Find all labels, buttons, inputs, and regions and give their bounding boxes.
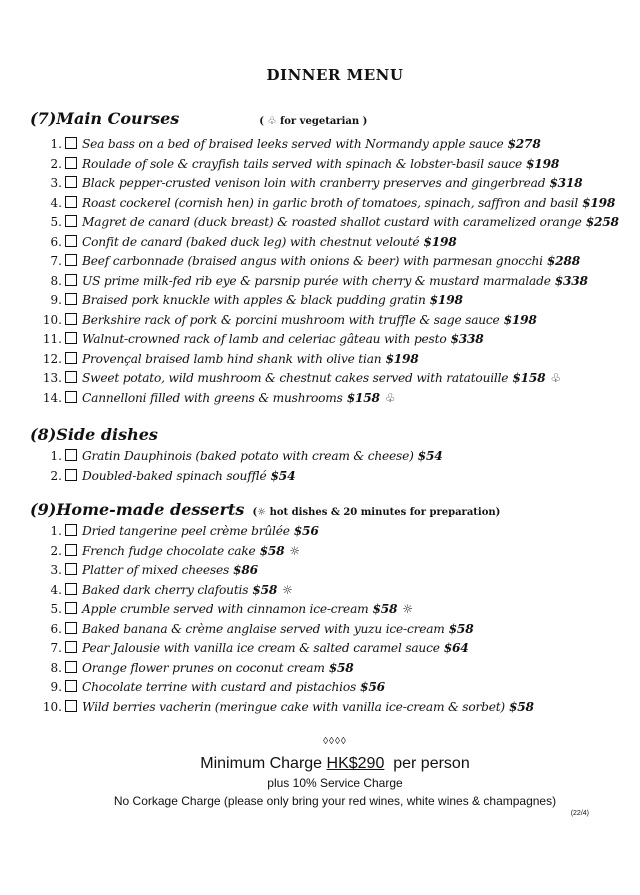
item-number: 6. [50,621,62,636]
vegetarian-note: ( ♧ for vegetarian ) [259,116,368,127]
item-number: 12. [42,351,62,366]
item-number: 4. [50,195,62,210]
side-dishes-list [0,447,443,486]
item-description: Doubled-baked spinach soufflé [82,468,267,483]
checkbox-icon [65,583,77,595]
item-description: Platter of mixed cheeses [82,563,230,577]
item-number: 14. [42,390,62,405]
item-description: Roast cockerel (cornish hen) in garlic broth of tomatoes, spinach, saffron and basil [82,195,579,210]
list-item [0,233,619,253]
item-description: Sweet potato, wild mushroom & chestnut cakes served with ratatouille [82,371,509,385]
list-item [0,678,534,698]
diamond-divider: ◊◊◊◊ [323,736,347,747]
item-number: 3. [50,176,62,190]
checkbox-icon [65,544,77,556]
item-price: $338 [450,332,484,346]
checkbox-icon [65,215,77,227]
list-item [0,522,534,542]
list-item [0,213,619,233]
checkbox-icon [65,700,77,712]
checkbox-icon [65,524,77,536]
item-description: Sea bass on a bed of braised leeks served with Normandy apple sauce [82,137,504,151]
item-description: French fudge chocolate cake [82,543,256,558]
item-number: 8. [50,660,62,675]
service-charge: plus 10% Service Charge [267,776,403,790]
item-number: 10. [42,312,62,327]
section-heading-main-courses [30,109,367,128]
item-price: $86 [233,563,258,577]
checkbox-icon [65,563,77,575]
item-number: 2. [50,156,62,171]
checkbox-icon [65,157,77,169]
item-number: 13. [42,371,62,385]
item-description: Cannelloni filled with greens & mushrooms [82,390,343,405]
item-number: 6. [50,234,62,249]
item-number: 1. [50,449,62,463]
list-item [0,581,534,601]
section-title: (7)Main Courses [30,109,180,128]
item-description: Black pepper-crusted venison loin with cranberry preserves and gingerbread [82,176,546,190]
section-heading-side-dishes [30,425,158,444]
item-description: Confit de canard (baked duck leg) with chestnut velouté [82,234,420,249]
corkage-note: No Corkage Charge (please only bring your red wines, white wines & champagnes) [113,794,557,808]
item-price: $58 [259,543,285,558]
list-item [0,350,619,370]
item-price: $318 [549,176,583,190]
checkbox-icon [65,196,77,208]
main-courses-list [0,135,619,408]
item-price: $198 [385,351,419,366]
checkbox-icon [65,137,77,149]
list-item [0,467,443,487]
item-description: Berkshire rack of pork & porcini mushroom with truffle & sage sauce [82,312,500,327]
checkbox-icon [65,274,77,286]
item-price: $278 [507,137,541,151]
section-title: (8)Side dishes [30,425,158,444]
hot-dish-icon: ☼ [282,582,293,597]
item-price: $198 [526,156,560,171]
list-item [0,369,619,389]
list-item [0,659,534,679]
list-item [0,155,619,175]
list-item [0,272,619,292]
item-price: $58 [328,660,354,675]
item-price: $338 [554,273,588,288]
checkbox-icon [65,371,77,383]
item-price: $198 [582,195,616,210]
checkbox-icon [65,661,77,673]
item-description: Provençal braised lamb hind shank with olive tian [82,351,382,366]
item-price: $288 [546,254,580,268]
list-item [0,620,534,640]
item-number: 7. [50,641,62,655]
list-item [0,174,619,194]
item-number: 5. [50,602,62,616]
checkbox-icon [65,469,77,481]
item-number: 10. [42,699,62,714]
item-description: Dried tangerine peel crème brûlée [82,524,290,538]
list-item [0,447,443,467]
checkbox-icon [65,293,77,305]
item-price: $54 [417,449,443,463]
item-description: Pear Jalousie with vanilla ice cream & salted caramel sauce [82,641,440,655]
checkbox-icon [65,449,77,461]
min-charge-amount: HK$290 [326,755,385,772]
section-title: (9)Home-made desserts [30,500,245,519]
item-number: 4. [50,582,62,597]
item-description: Orange flower prunes on coconut cream [82,660,325,675]
item-price: $58 [372,602,398,616]
min-charge-prefix: Minimum Charge [200,755,327,772]
item-price: $198 [503,312,537,327]
item-price: $58 [448,621,474,636]
vegetarian-icon: ♧ [550,371,562,385]
hot-dish-icon: ☼ [289,543,300,558]
checkbox-icon [65,176,77,188]
checkbox-icon [65,254,77,266]
list-item [0,135,619,155]
checkbox-icon [65,680,77,692]
list-item [0,561,534,581]
item-price: $198 [429,293,463,307]
item-number: 7. [50,254,62,268]
item-description: US prime milk-fed rib eye & parsnip purée with cherry & mustard marmalade [82,273,551,288]
item-description: Magret de canard (duck breast) & roasted shallot custard with caramelized orange [82,215,582,229]
item-description: Walnut-crowned rack of lamb and celeriac gâteau with pesto [82,332,447,346]
item-price: $58 [252,582,278,597]
item-price: $258 [585,215,619,229]
checkbox-icon [65,391,77,403]
item-description: Braised pork knuckle with apples & black pudding gratin [82,293,426,307]
item-description: Gratin Dauphinois (baked potato with cream & cheese) [82,449,414,463]
minimum-charge [0,755,640,773]
hot-dish-icon: ☼ [402,602,413,616]
list-item [0,389,619,409]
item-price: $56 [293,524,319,538]
list-item [0,311,619,331]
item-price: $198 [423,234,457,249]
item-number: 8. [50,273,62,288]
item-price: $158 [512,371,546,385]
list-item [0,291,619,311]
list-item [0,542,534,562]
item-description: Baked banana & crème anglaise served with yuzu ice-cream [82,621,445,636]
item-description: Wild berries vacherin (meringue cake with vanilla ice-cream & sorbet) [82,699,505,714]
item-description: Beef carbonnade (braised angus with onions & beer) with parmesan gnocchi [82,254,543,268]
list-item [0,252,619,272]
item-price: $64 [443,641,469,655]
item-description: Apple crumble served with cinnamon ice-cream [82,602,369,616]
checkbox-icon [65,641,77,653]
item-number: 5. [50,215,62,229]
list-item [0,330,619,350]
item-number: 9. [50,293,62,307]
list-item [0,698,534,718]
item-price: $54 [270,468,296,483]
checkbox-icon [65,622,77,634]
checkbox-icon [65,332,77,344]
vegetarian-icon: ♧ [384,390,396,405]
hot-dishes-note: (☼ hot dishes & 20 minutes for preparation) [252,507,501,518]
item-price: $58 [508,699,534,714]
menu-title: DINNER MENU [266,66,404,84]
desserts-list [0,522,534,717]
item-number: 1. [50,137,62,151]
checkbox-icon [65,352,77,364]
item-number: 11. [42,332,62,346]
item-description: Roulade of sole & crayfish tails served with spinach & lobster-basil sauce [82,156,523,171]
item-number: 3. [50,563,62,577]
page-code: (22/4) [570,810,589,817]
checkbox-icon [65,313,77,325]
item-number: 2. [50,543,62,558]
list-item [0,600,534,620]
list-item [0,194,619,214]
item-price: $56 [360,680,385,694]
list-item [0,639,534,659]
item-number: 2. [50,468,62,483]
item-number: 1. [50,524,62,538]
section-heading-desserts [30,500,500,519]
item-description: Baked dark cherry clafoutis [82,582,249,597]
item-number: 9. [50,680,62,694]
item-price: $158 [346,390,380,405]
min-charge-suffix: per person [384,755,470,772]
checkbox-icon [65,235,77,247]
checkbox-icon [65,602,77,614]
item-description: Chocolate terrine with custard and pistachios [82,680,357,694]
